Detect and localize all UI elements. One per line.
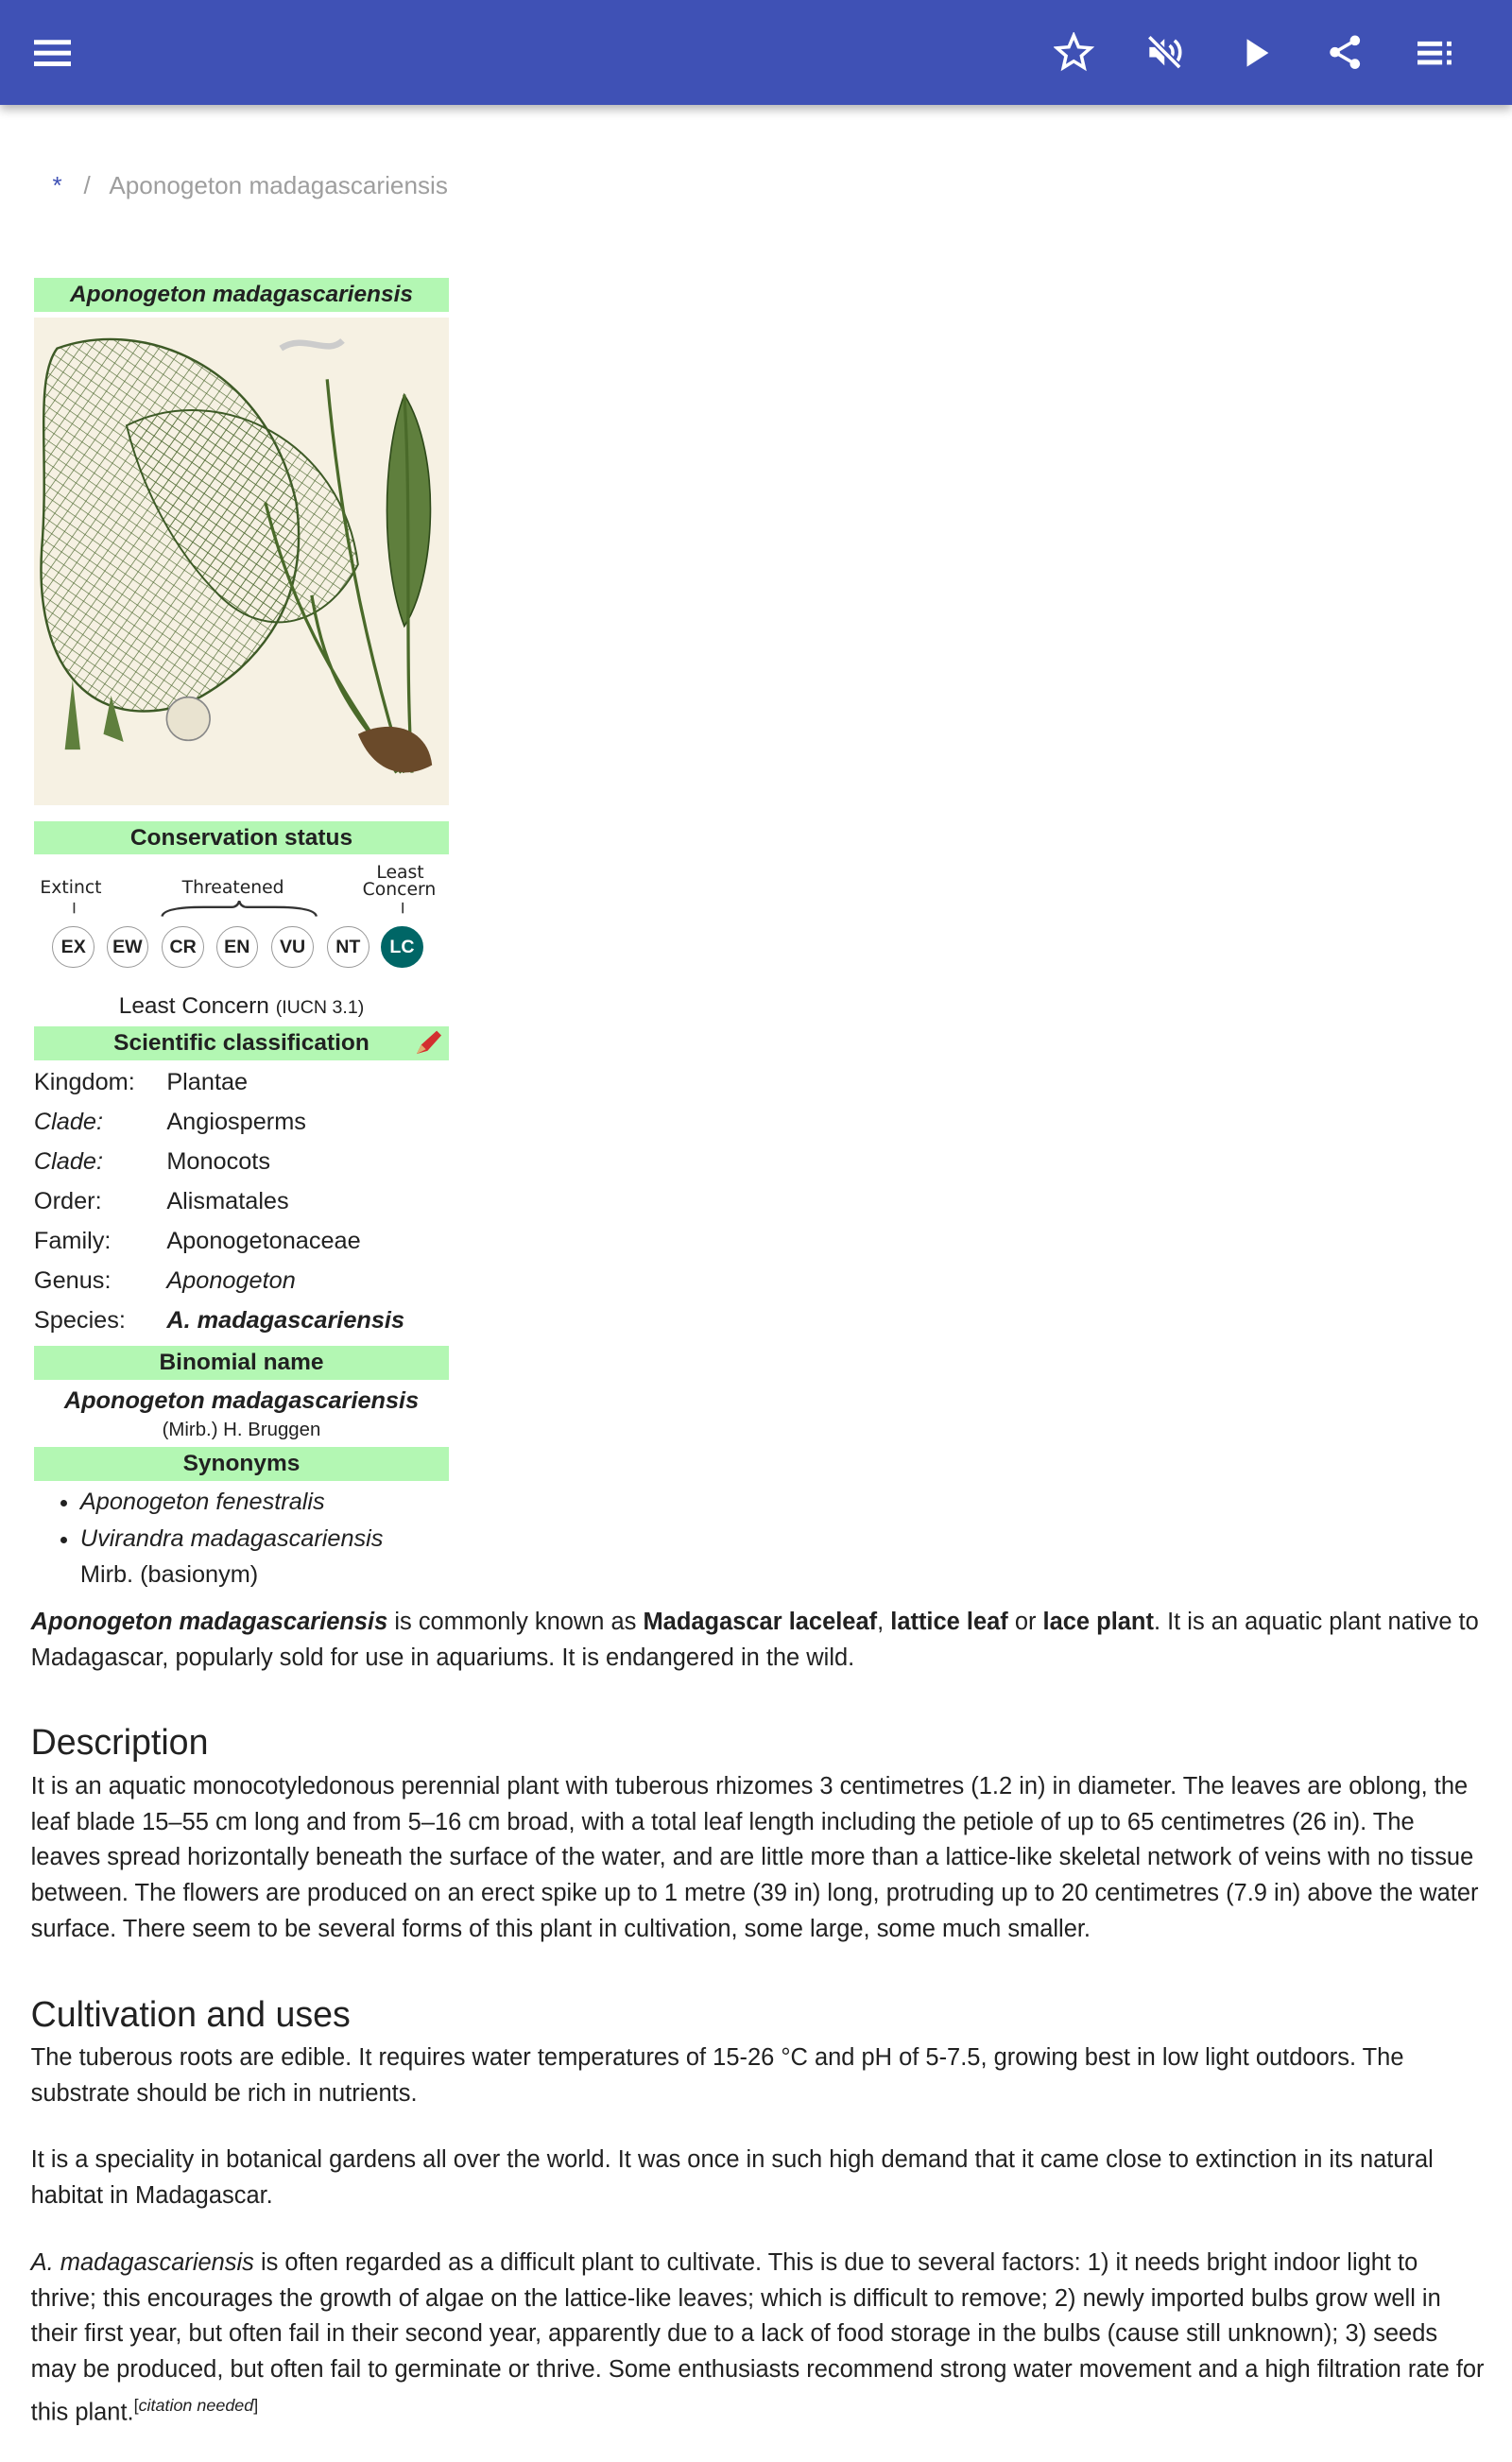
status-vu: VU: [271, 926, 313, 968]
status-cr: CR: [162, 926, 203, 968]
cultivation-paragraph: The tuberous roots are edible. It requires water temperatures of 15-26 °C and pH of 5-7.5, growing best in low light outdoors. The substrate should be rich in nutrients.: [30, 2043, 1404, 2107]
classification-row: [34, 1063, 449, 1103]
status-ew: EW: [107, 926, 148, 968]
classification-row: [34, 1182, 449, 1222]
paragraph-text: is often regarded as a difficult plant to cultivate. This is due to several factors: 1) it needs bright indoor light to thrive; this encourages the growth of algae on the lattice-like leaves; which is difficult to remove; 2) newly imported bulbs grow well in their first year, but often fail in their second year, apparently due to a lack of food storage in the bulbs (cause still unknown); 3) seeds may be produced, but often fail to germinate or thrive. Some enthusiasts recommend strong water movement and a high filtration rate for this plant.: [30, 2248, 1485, 2426]
rank-label: Order:: [33, 1187, 102, 1214]
playlist-icon[interactable]: [1415, 31, 1458, 75]
synonym-item: • Aponogeton fenestralis: [80, 1484, 449, 1520]
classification-row: [34, 1222, 449, 1262]
synonyms-list: [34, 1484, 449, 1557]
rank-label[interactable]: Clade:: [33, 1147, 104, 1175]
intro-text: or: [1007, 1608, 1043, 1635]
citation-needed[interactable]: [citation needed]: [133, 2396, 259, 2416]
description-paragraph: It is an aquatic monocotyledonous perennial plant with tuberous rhizomes 3 centimetres (1.2 in) in diameter. The leaves are oblong, the leaf blade 15–55 cm long and from 5–16 cm broad, with a total leaf length including the petiole of up to 65 centimetres (26 in). The leaves spread horizontally beneath the surface of the water, and are little more than a lattice-like skeletal network of veins with no tissue between. The flowers are produced on an erect spike up to 1 metre (39 in) long, protruding up to 20 centimetres (7.9 in) above the water surface. There seem to be several forms of this plant in cultivation, some large, some much smaller.: [30, 1772, 1479, 1943]
cultivation-heading: Cultivation and uses: [30, 1993, 351, 2034]
conservation-status-header: Conservation status: [34, 821, 449, 855]
intro-text: . It is an aquatic plant native to Madagascar, popularly sold for use in aquariums. It is endangered in the wild.: [30, 1608, 1479, 1671]
synonyms-header: Synonyms: [34, 1447, 449, 1481]
common-name: lattice leaf: [890, 1608, 1008, 1635]
status-nt: NT: [327, 926, 369, 968]
menu-icon[interactable]: [31, 31, 75, 75]
classification-row: [34, 1301, 449, 1341]
binomial-author: (Mirb.) H. Bruggen: [162, 1419, 321, 1440]
rank-label: Family:: [33, 1227, 112, 1254]
cultivation-paragraph: It is a speciality in botanical gardens all over the world. It was once in such high demand that it came close to extinction in its natural habitat in Madagascar.: [30, 2146, 1434, 2210]
scale-label-extinct: Extinct: [40, 878, 102, 899]
cultivation-paragraph: [31, 2246, 1489, 2432]
plant-illustration[interactable]: [34, 318, 449, 805]
edit-pencil-icon[interactable]: [412, 1029, 443, 1057]
share-icon[interactable]: [1324, 31, 1367, 75]
rank-label: Genus:: [33, 1266, 112, 1294]
rank-value: A. madagascariensis: [166, 1306, 405, 1334]
intro-text: ,: [877, 1608, 891, 1635]
status-text: [34, 993, 449, 1020]
citation-text[interactable]: citation needed: [138, 2396, 254, 2416]
scale-label-concern: Concern: [362, 879, 437, 900]
infobox-title: Aponogeton madagascariensis: [34, 278, 449, 312]
scale-label-threatened: Threatened: [181, 878, 284, 899]
classification-header-label: Scientific classification: [113, 1029, 369, 1056]
common-name: lace plant: [1042, 1608, 1154, 1635]
rank-value[interactable]: Monocots: [166, 1147, 270, 1175]
breadcrumb-separator: /: [83, 171, 91, 200]
rank-value[interactable]: Alismatales: [166, 1187, 289, 1214]
conservation-scale: [34, 854, 449, 993]
infobox: [34, 278, 449, 1593]
status-lc-active: LC: [381, 926, 422, 968]
rank-value[interactable]: Plantae: [166, 1069, 249, 1096]
description-heading: Description: [30, 1722, 209, 1763]
status-source: (IUCN 3.1): [275, 997, 365, 1019]
star-icon[interactable]: [1052, 31, 1095, 75]
classification-row: [34, 1143, 449, 1182]
classification-row: [34, 1103, 449, 1143]
breadcrumb-current: Aponogeton madagascariensis: [109, 171, 448, 200]
rank-value[interactable]: Aponogetonaceae: [166, 1227, 361, 1254]
common-name: Madagascar laceleaf: [643, 1608, 878, 1635]
rank-label[interactable]: Clade:: [33, 1108, 104, 1135]
rank-label: Species:: [33, 1306, 126, 1334]
intro-paragraph: [31, 1605, 1489, 1677]
app-bar: [0, 0, 1512, 105]
rank-label: Kingdom:: [33, 1069, 135, 1096]
classification-row: [34, 1262, 449, 1301]
synonym-item: • Uvirandra madagascariensis: [80, 1521, 449, 1557]
synonym-note: Mirb. (basionym): [79, 1560, 259, 1588]
status-ex: EX: [52, 926, 94, 968]
breadcrumb: [53, 171, 448, 200]
volume-off-icon[interactable]: [1143, 31, 1187, 75]
classification-table: [34, 1063, 449, 1341]
article-body: [31, 1605, 1489, 2462]
play-icon[interactable]: [1234, 31, 1278, 75]
intro-name: Aponogeton madagascariensis: [30, 1608, 388, 1635]
scale-label-least: Least: [376, 862, 424, 883]
breadcrumb-home-link[interactable]: *: [52, 171, 62, 200]
scale-brackets: [34, 898, 449, 925]
intro-text: is commonly known as: [387, 1608, 644, 1635]
scientific-classification-header: [34, 1026, 449, 1060]
rank-value[interactable]: Angiosperms: [166, 1108, 306, 1135]
binomial-name: Aponogeton madagascariensis: [63, 1386, 420, 1414]
status-label: Least Concern: [118, 993, 269, 1020]
status-en: EN: [216, 926, 258, 968]
rank-value[interactable]: Aponogeton: [166, 1266, 296, 1294]
binomial-name-header: Binomial name: [34, 1346, 449, 1380]
species-name: A. madagascariensis: [30, 2248, 254, 2276]
